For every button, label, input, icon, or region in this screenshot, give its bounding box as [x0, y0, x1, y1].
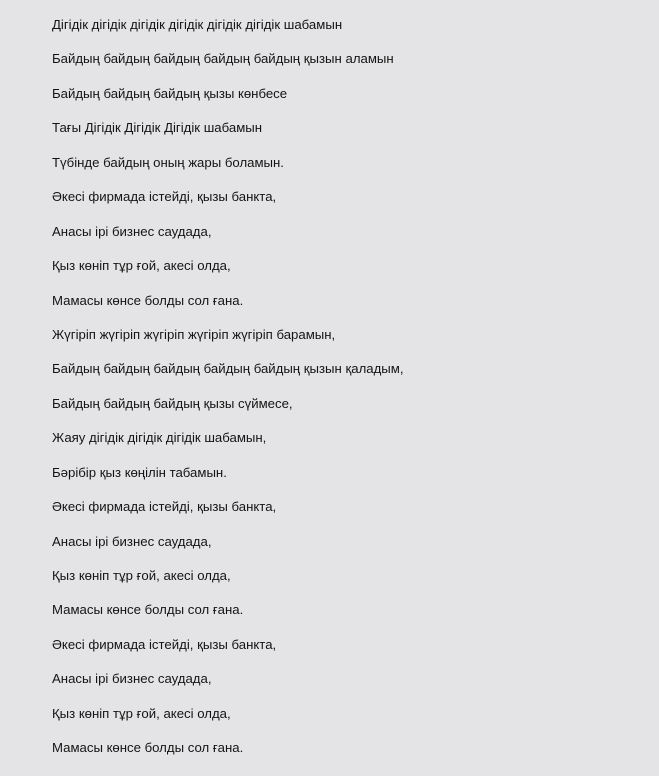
lyric-line-3: Байдың байдың байдың қызы көнбесе — [52, 85, 288, 101]
lyric-line-1: Дігідік дігідік дігідік дігідік дігідік дігідік шабамын — [52, 17, 343, 32]
lyric-line-21: Қыз көніп тұр ғой, акесі олда, — [52, 705, 231, 721]
lyrics-text — [52, 16, 404, 774]
lyric-line-5: Түбінде байдың оның жары боламын. — [52, 154, 284, 170]
lyric-line-7: Анасы ірі бизнес саудада, — [52, 223, 212, 239]
lyric-line-22: Мамасы көнсе болды сол ғана. — [52, 740, 244, 756]
lyric-line-6: Әкесі фирмада істейді, қызы банкта, — [52, 189, 277, 205]
lyric-line-14: Бәрібір қыз көңілін табамын. — [52, 464, 227, 480]
lyric-line-15: Әкесі фирмада істейді, қызы банкта, — [52, 499, 277, 515]
lyric-line-19: Әкесі фирмада істейді, қызы банкта, — [52, 636, 277, 652]
lyric-line-4: Тағы Дігідік Дігідік Дігідік шабамын — [52, 120, 263, 136]
lyric-line-11: Байдың байдың байдың байдың байдың қызын қаладым, — [52, 361, 404, 377]
lyric-line-8: Қыз көніп тұр ғой, акесі олда, — [52, 258, 231, 274]
lyric-line-18: Мамасы көнсе болды сол ғана. — [52, 602, 244, 618]
lyric-line-16: Анасы ірі бизнес саудада, — [52, 533, 212, 549]
lyric-line-2: Байдың байдың байдың байдың байдың қызын аламын — [52, 51, 394, 67]
lyric-line-20: Анасы ірі бизнес саудада, — [52, 671, 212, 687]
lyric-line-12: Байдың байдың байдың қызы сүймесе, — [52, 395, 293, 411]
lyric-line-13: Жаяу дігідік дігідік дігідік шабамын, — [52, 430, 267, 446]
lyric-line-9: Мамасы көнсе болды сол ғана. — [52, 292, 244, 308]
lyric-line-17: Қыз көніп тұр ғой, акесі олда, — [52, 568, 231, 583]
lyric-line-10: Жүгіріп жүгіріп жүгіріп жүгіріп жүгіріп барамын, — [52, 326, 336, 342]
